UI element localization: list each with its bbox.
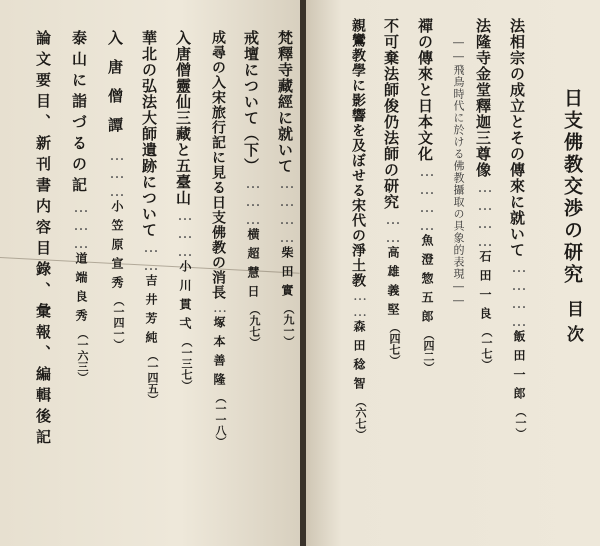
entry-author: 森田稔智 [352,320,366,396]
toc-entry-11[interactable] [105,30,126,350]
book-gutter [300,0,306,546]
toc-heading: 目次 [563,300,583,350]
right-page [306,0,600,546]
entry-author: 吉井芳純 [144,274,158,350]
toc-entry-4[interactable] [381,18,402,366]
entry-subtitle: ――飛鳥時代に於ける佛教攝取の具象的表現―― [452,36,465,308]
entry-title: 法隆寺金堂釋迦三尊像 [474,18,492,178]
entry-title: 成尋の入宋旅行記に見る日支佛教の消長 [210,30,226,300]
misc-contents[interactable]: 論文要目、新刊書内容目錄、彙報、編輯後記 [34,30,52,450]
leader-dots: ………… [476,178,494,250]
leader-dots: ……… [108,146,126,200]
book-title: 日支佛教交渉の研究 [561,88,583,286]
entry-title: 禪の傳來と日本文化 [416,18,434,162]
leader-dots: … [212,300,228,316]
entry-page: （一四五） [146,350,159,405]
entry-title: 梵釋寺藏經に就いて [276,30,294,174]
toc-entry-9[interactable] [173,30,194,391]
toc-entry-3[interactable] [415,18,436,373]
leader-dots: …… [352,288,368,320]
leader-dots: ………… [278,174,296,246]
entry-page: （一） [514,406,527,439]
entry-title: 入唐僧譚 [106,30,124,146]
entry-page: （六七） [354,396,367,440]
toc-entry-1[interactable] [507,18,528,439]
entry-page: （四二） [422,329,435,373]
entry-page: （四七） [388,322,401,366]
entry-title: 不可棄法師俊仍法師の研究 [382,18,400,210]
entry-page: （一三七） [180,336,193,391]
leader-dots: ……… [244,174,262,228]
toc-entry-5[interactable] [348,18,368,440]
toc-entry-10[interactable] [139,30,160,405]
entry-title: 親鸞教學に影響を及ぼせる宋代の淨土教 [350,18,366,288]
toc-entry-6[interactable] [275,30,296,347]
toc-entry-7[interactable] [241,30,262,348]
leader-dots: ………… [418,162,436,234]
entry-page: （九一） [282,303,295,347]
toc-entry-12[interactable] [69,30,90,383]
entry-author: 高雄義堅 [386,246,400,322]
entry-author: 横超慧日 [246,228,260,304]
leader-dots: ……… [176,206,194,260]
entry-title: 入唐僧靈仙三藏と五臺山 [174,30,192,206]
leader-dots: ………… [510,258,528,330]
entry-author: 塚本善隆 [212,316,226,392]
entry-author: 飯田一郎 [512,330,526,406]
toc-entry-2[interactable] [473,18,494,370]
entry-page: （一一八） [214,392,227,447]
toc-entry-8[interactable] [208,30,228,447]
entry-author: 石田一良 [478,250,492,326]
entry-page: （一六三） [76,328,89,383]
leader-dots: …… [142,238,160,274]
entry-page: （九七） [248,304,261,348]
leader-dots: ……… [72,198,90,252]
entry-page: （一七） [480,326,493,370]
leader-dots: …… [384,210,402,246]
entry-page: （一四一） [112,295,125,350]
entry-author: 小川貫弌 [178,260,192,336]
entry-title: 法相宗の成立とその傳來に就いて [508,18,526,258]
entry-title: 泰山に詣づるの記 [70,30,88,198]
entry-author: 柴田實 [280,246,294,303]
entry-title: 華北の弘法大師遺跡について [140,30,158,238]
entry-title: 戒壇について（下） [242,30,260,174]
entry-author: 魚澄惣五郎 [420,234,434,329]
entry-author: 道端良秀 [74,252,88,328]
entry-author: 小笠原宣秀 [110,200,124,295]
